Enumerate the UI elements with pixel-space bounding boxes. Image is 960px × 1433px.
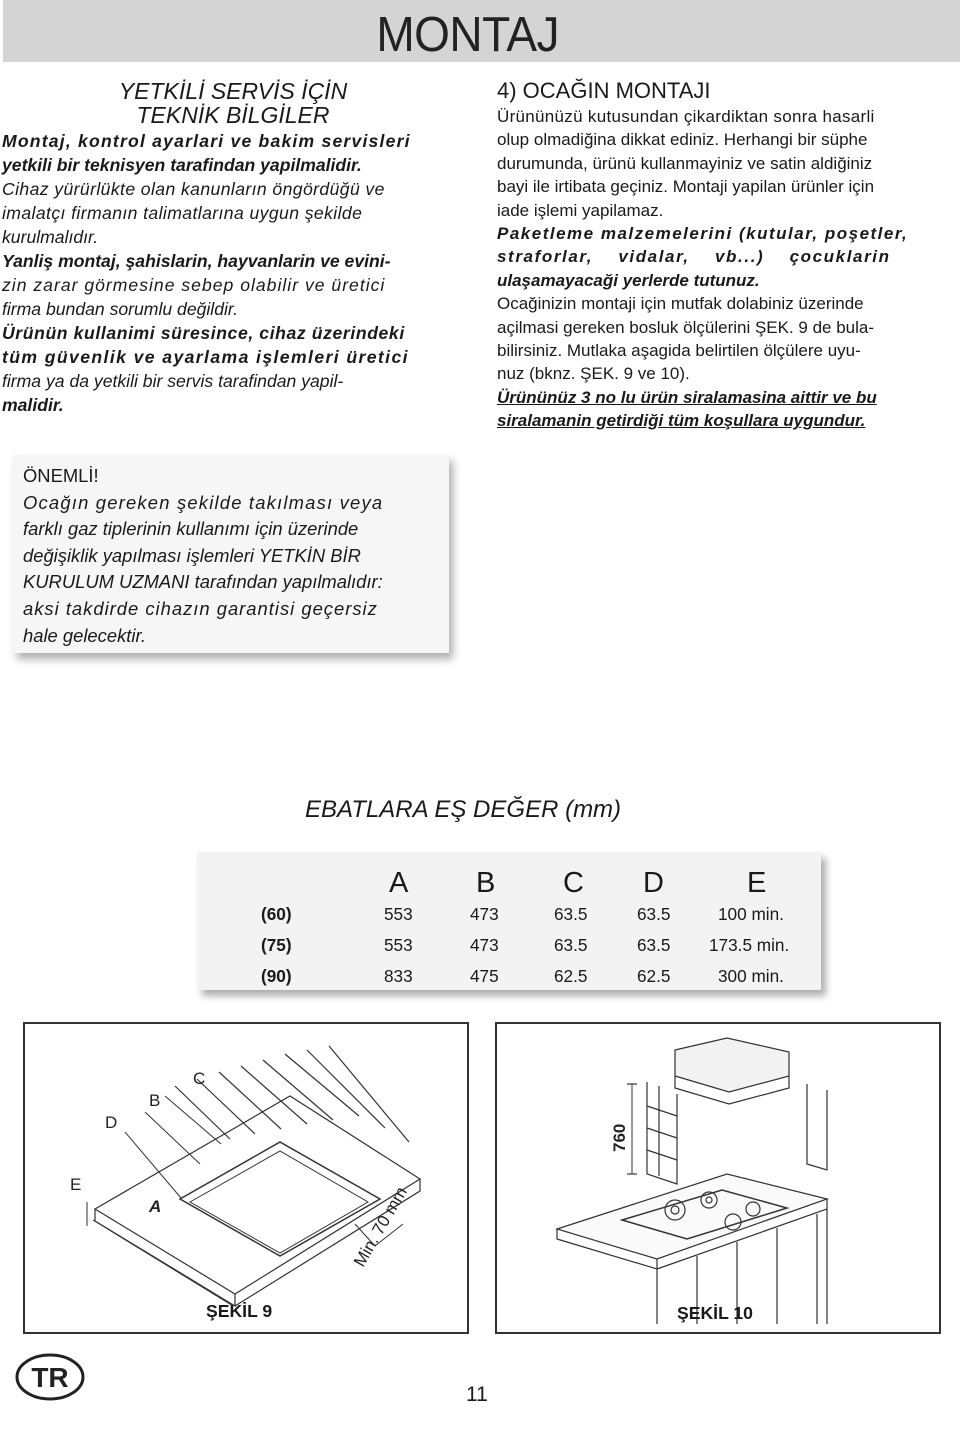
table-row (197, 930, 821, 961)
service-p1-line: Montaj, kontrol ayarlari ve bakim servisleri (2, 131, 411, 151)
column-header: D (643, 867, 664, 899)
column-header: B (476, 867, 496, 899)
service-p4-line: Ürünün kullanimi süresince, cihaz üzerindeki (2, 323, 405, 343)
table-cell: 62.5 (554, 966, 588, 986)
service-p3-line: zin zarar görmesine sebep olabilir ve üretici (2, 275, 386, 295)
country-badge (15, 1353, 85, 1401)
service-title-line1: YETKİLİ SERVİS İÇİN (118, 78, 348, 104)
column-header: C (563, 867, 584, 899)
label-760: 760 (610, 1123, 629, 1152)
installation-title: 4) OCAĞIN MONTAJI (497, 78, 711, 103)
row-label: (75) (261, 935, 292, 955)
install-p1-line: bayi ile irtibata geçiniz. Montaji yapilan ürünler için (497, 177, 875, 197)
table-row (197, 899, 821, 930)
table-cell: 553 (384, 935, 413, 955)
service-title-line2: TEKNİK BİLGİLER (136, 102, 330, 128)
country-code: TR (31, 1362, 69, 1393)
service-p4-line: malidir. (2, 395, 64, 415)
page-title: MONTAJ (376, 6, 559, 62)
kitchen-diagram (497, 1024, 939, 1332)
table-cell: 173.5 min. (709, 935, 790, 955)
column-header: E (747, 867, 767, 899)
table-row (197, 961, 821, 992)
label-b: B (149, 1091, 161, 1110)
install-p3-line: açilmasi gereken bosluk ölçülerini ŞEK. 9 de bula- (497, 317, 875, 337)
dimensions-table (197, 852, 821, 990)
install-p1-line: iade işlemi yapilamaz. (497, 200, 664, 220)
install-p4-line: Ürününüz 3 no lu ürün siralamasina aittir ve bu (497, 387, 877, 407)
column-header: A (389, 867, 409, 899)
table-cell: 300 min. (718, 966, 784, 986)
service-p4-line: tüm güvenlik ve ayarlama işlemleri üretici (2, 347, 409, 367)
notice-line: Ocağın gereken şekilde takılması veya (23, 491, 384, 513)
label-d: D (105, 1113, 118, 1132)
install-p1-line: Ürününüzü kutusundan çikardiktan sonra hasarli (497, 107, 875, 126)
service-p1-line: yetkili bir teknisyen tarafindan yapilmalidir. (2, 155, 362, 175)
installation-section (497, 80, 957, 433)
install-p2-line: ulaşamayacaği yerlerde tutunuz. (497, 270, 760, 290)
header-bar (3, 0, 960, 62)
install-p1-line: durumunda, ürünü kullanmayiniz ve satin aldiğiniz (497, 153, 873, 173)
notice-line: hale gelecektir. (23, 624, 147, 646)
install-p3-line: Ocağinizin montaji için mutfak dolabiniz üzerinde (497, 294, 864, 314)
dimensions-title: EBATLARA EŞ DEĞER (mm) (305, 796, 622, 823)
notice-line: KURULUM UZMANI tarafından yapılmalıdır: (23, 571, 383, 593)
table-cell: 833 (384, 966, 413, 986)
figure-10-caption: ŞEKİL 10 (677, 1303, 753, 1323)
table-cell: 553 (384, 904, 413, 924)
service-p2-line: kurulmalıdır. (2, 227, 99, 247)
label-min-70: Min. 70 mm (350, 1183, 411, 1270)
table-cell: 475 (470, 966, 499, 986)
table-cell: 63.5 (637, 904, 671, 924)
notice-line: aksi takdirde cihazın garantisi geçersiz (23, 597, 378, 619)
table-cell: 63.5 (554, 904, 588, 924)
install-p2-line: straforlar, vidalar, vb...) çocuklarin (497, 247, 891, 267)
service-p3-line: Yanliş montaj, şahislarin, hayvanlarin ve evini- (2, 251, 391, 271)
table-cell: 100 min. (718, 904, 784, 924)
service-p2-line: Cihaz yürürlükte olan kanunların öngördüğü ve (2, 179, 385, 199)
service-info-section (2, 80, 464, 417)
install-p1-line: olup olmadiğina dikkat ediniz. Herhangi bir süphe (497, 130, 868, 150)
service-p2-line: imalatçı firmanın talimatlarına uygun şekilde (2, 203, 363, 223)
page-number: 11 (466, 1383, 488, 1406)
row-label: (90) (261, 966, 292, 986)
install-p3-line: bilirsiniz. Mutlaka aşagida belirtilen ölçülere uyu- (497, 341, 861, 361)
install-p3-line: nuz (bknz. ŞEK. 9 ve 10). (497, 364, 690, 384)
install-p4-line: siralamanin getirdiği tüm koşullara uygundur. (497, 411, 866, 431)
notice-heading: ÖNEMLİ! (23, 465, 99, 486)
label-e: E (70, 1175, 82, 1194)
table-cell: 62.5 (637, 966, 671, 986)
cutout-diagram (25, 1024, 467, 1332)
table-cell: 473 (470, 904, 499, 924)
label-c: C (193, 1069, 206, 1088)
notice-line: farklı gaz tiplerinin kullanımı için üzerinde (23, 518, 359, 540)
service-p3-line: firma bundan sorumlu değildir. (2, 299, 239, 319)
label-a: A (149, 1197, 162, 1216)
table-cell: 473 (470, 935, 499, 955)
table-cell: 63.5 (637, 935, 671, 955)
notice-line: değişiklik yapılması işlemleri YETKİN BİR (23, 544, 361, 566)
table-cell: 63.5 (554, 935, 588, 955)
important-notice-box (13, 455, 449, 653)
service-p4-line: firma ya da yetkili bir servis tarafindan yapil- (2, 371, 344, 391)
install-p2-line: Paketleme malzemelerini (kutular, poşetler, (497, 224, 909, 244)
figure-9-caption: ŞEKİL 9 (206, 1301, 273, 1321)
figure-9-box (23, 1022, 469, 1334)
figure-10-box (495, 1022, 941, 1334)
row-label: (60) (261, 904, 292, 924)
